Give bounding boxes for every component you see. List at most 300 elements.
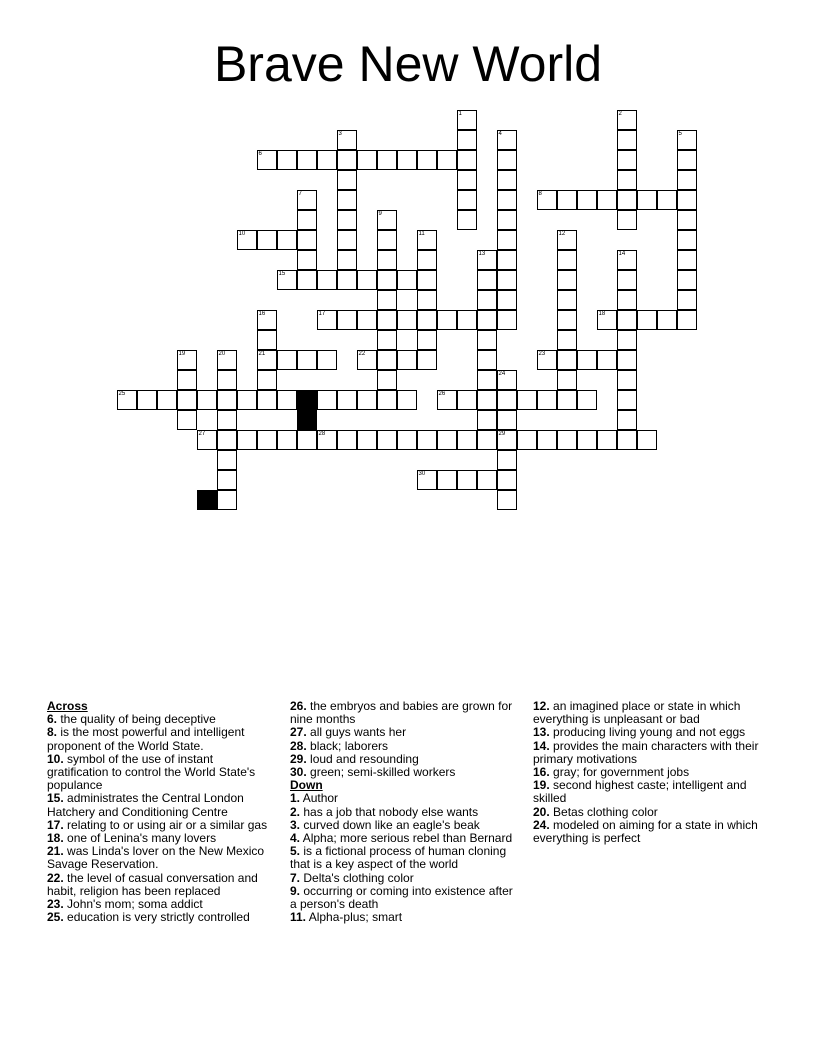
- grid-cell[interactable]: [197, 430, 217, 450]
- cell-number: 14: [618, 250, 626, 257]
- cell-number: 23: [538, 350, 546, 357]
- grid-cell[interactable]: [337, 170, 357, 190]
- clue-text: Author: [300, 791, 339, 806]
- cell-number: 3: [338, 130, 342, 137]
- across-clue: [47, 726, 272, 752]
- grid-cell[interactable]: [497, 270, 517, 290]
- cell-number: 28: [318, 430, 326, 437]
- grid-cell[interactable]: [317, 310, 337, 330]
- grid-cell[interactable]: [217, 390, 237, 410]
- grid-cell[interactable]: [377, 350, 397, 370]
- cell-number: 26: [438, 390, 446, 397]
- grid-cell[interactable]: [377, 230, 397, 250]
- grid-cell[interactable]: [377, 270, 397, 290]
- cell-number: 27: [198, 430, 206, 437]
- grid-cell[interactable]: [477, 350, 497, 370]
- grid-cell[interactable]: [617, 110, 637, 130]
- grid-cell[interactable]: [417, 430, 437, 450]
- clue-number: 21.: [47, 844, 64, 859]
- grid-cell[interactable]: [617, 330, 637, 350]
- grid-cell[interactable]: [677, 190, 697, 210]
- grid-cell[interactable]: [317, 150, 337, 170]
- clue-number: 5.: [290, 844, 301, 859]
- grid-cell[interactable]: [497, 170, 517, 190]
- across-clue: [47, 911, 272, 924]
- grid-cell[interactable]: [417, 350, 437, 370]
- cell-number: 16: [258, 310, 266, 317]
- grid-cell[interactable]: [497, 210, 517, 230]
- cell-number: 2: [618, 110, 622, 117]
- across-clue: [47, 872, 272, 898]
- grid-cell[interactable]: [437, 390, 457, 410]
- grid-cell[interactable]: [317, 430, 337, 450]
- grid-cell[interactable]: [337, 210, 357, 230]
- down-clue: [290, 885, 518, 911]
- grid-cell[interactable]: [377, 430, 397, 450]
- down-clue: [290, 845, 518, 871]
- grid-cell[interactable]: [477, 390, 497, 410]
- grid-cell[interactable]: [337, 230, 357, 250]
- grid-cell[interactable]: [437, 430, 457, 450]
- grid-cell[interactable]: [457, 430, 477, 450]
- clue-text: has a job that nobody else wants: [300, 804, 479, 819]
- grid-cell[interactable]: [437, 470, 457, 490]
- down-heading: Down: [290, 778, 323, 793]
- clue-number: 26.: [290, 699, 307, 713]
- grid-cell[interactable]: [397, 430, 417, 450]
- grid-cell[interactable]: [617, 150, 637, 170]
- cell-number: 10: [238, 230, 246, 237]
- grid-cell[interactable]: [177, 410, 197, 430]
- grid-cell[interactable]: [157, 390, 177, 410]
- cell-number: 9: [378, 210, 382, 217]
- grid-cell[interactable]: [417, 150, 437, 170]
- grid-cell[interactable]: [477, 370, 497, 390]
- grid-cell[interactable]: [357, 430, 377, 450]
- grid-cell[interactable]: [397, 310, 417, 330]
- grid-cell[interactable]: [417, 330, 437, 350]
- grid-cell[interactable]: [297, 430, 317, 450]
- grid-cell[interactable]: [257, 330, 277, 350]
- grid-cell[interactable]: [497, 230, 517, 250]
- clue-number: 29.: [290, 751, 307, 766]
- grid-cell[interactable]: [477, 330, 497, 350]
- clue-text: was Linda's lover on the New Mexico Savage Reservation.: [47, 844, 265, 872]
- clue-text: gray; for government jobs: [549, 765, 690, 780]
- grid-cell[interactable]: [257, 150, 277, 170]
- grid-cell[interactable]: [517, 390, 537, 410]
- clue-text: curved down like an eagle's beak: [300, 817, 480, 832]
- grid-cell[interactable]: [377, 370, 397, 390]
- grid-cell[interactable]: [357, 270, 377, 290]
- grid-cell[interactable]: [677, 230, 697, 250]
- clue-text: one of Lenina's many lovers: [63, 831, 217, 846]
- grid-cell[interactable]: [337, 430, 357, 450]
- across-clue: [290, 700, 518, 726]
- grid-cell[interactable]: [557, 290, 577, 310]
- grid-cell[interactable]: [617, 350, 637, 370]
- clue-text: Delta's clothing color: [300, 870, 414, 885]
- clue-text: producing living young and not eggs: [549, 725, 746, 740]
- grid-cell[interactable]: [557, 370, 577, 390]
- grid-cell[interactable]: [257, 230, 277, 250]
- across-clue: [47, 792, 272, 818]
- clue-number: 6.: [47, 712, 58, 727]
- grid-cell[interactable]: [497, 410, 517, 430]
- grid-cell[interactable]: [277, 150, 297, 170]
- grid-cell[interactable]: [677, 130, 697, 150]
- grid-cell[interactable]: [557, 230, 577, 250]
- clue-text: loud and resounding: [306, 751, 419, 766]
- grid-cell[interactable]: [677, 250, 697, 270]
- grid-cell[interactable]: [597, 310, 617, 330]
- clue-number: 18.: [47, 831, 64, 846]
- across-heading: Across: [47, 699, 88, 713]
- grid-cell[interactable]: [217, 450, 237, 470]
- grid-cell[interactable]: [577, 390, 597, 410]
- clue-number: 7.: [290, 870, 301, 885]
- cell-number: 17: [318, 310, 326, 317]
- grid-cell[interactable]: [457, 170, 477, 190]
- grid-cell[interactable]: [677, 170, 697, 190]
- cell-number: 18: [598, 310, 606, 317]
- clue-number: 13.: [533, 725, 550, 740]
- clue-text: the level of casual conversation and habit, religion has been replaced: [47, 870, 258, 898]
- grid-cell[interactable]: [577, 430, 597, 450]
- clue-text: symbol of the use of instant gratification to control the World State's populance: [47, 751, 256, 793]
- grid-cell[interactable]: [257, 430, 277, 450]
- grid-cell[interactable]: [457, 310, 477, 330]
- black-cell: [297, 410, 317, 430]
- grid-cell[interactable]: [417, 230, 437, 250]
- grid-cell[interactable]: [217, 350, 237, 370]
- grid-cell[interactable]: [477, 470, 497, 490]
- grid-cell[interactable]: [357, 150, 377, 170]
- grid-cell[interactable]: [357, 390, 377, 410]
- grid-cell[interactable]: [397, 390, 417, 410]
- cell-number: 6: [258, 150, 262, 157]
- clue-text: all guys wants her: [306, 725, 407, 740]
- clue-number: 17.: [47, 817, 64, 832]
- grid-cell[interactable]: [557, 250, 577, 270]
- grid-cell[interactable]: [337, 310, 357, 330]
- clue-text: Betas clothing color: [549, 804, 658, 819]
- grid-cell[interactable]: [437, 150, 457, 170]
- grid-cell[interactable]: [617, 170, 637, 190]
- grid-cell[interactable]: [457, 150, 477, 170]
- clue-number: 25.: [47, 910, 64, 925]
- grid-cell[interactable]: [497, 390, 517, 410]
- grid-cell[interactable]: [677, 210, 697, 230]
- clue-number: 23.: [47, 897, 64, 912]
- grid-cell[interactable]: [257, 370, 277, 390]
- grid-cell[interactable]: [357, 310, 377, 330]
- grid-cell[interactable]: [377, 210, 397, 230]
- grid-cell[interactable]: [457, 210, 477, 230]
- clue-column-1: [47, 700, 272, 924]
- grid-cell[interactable]: [677, 270, 697, 290]
- grid-cell[interactable]: [477, 250, 497, 270]
- grid-cell[interactable]: [317, 390, 337, 410]
- grid-cell[interactable]: [437, 310, 457, 330]
- clue-text: administrates the Central London Hatchery and Conditioning Centre: [47, 791, 244, 819]
- clue-column-2: [290, 700, 518, 924]
- grid-cell[interactable]: [137, 390, 157, 410]
- grid-cell[interactable]: [677, 310, 697, 330]
- grid-cell[interactable]: [517, 430, 537, 450]
- grid-cell[interactable]: [617, 250, 637, 270]
- grid-cell[interactable]: [297, 190, 317, 210]
- grid-cell[interactable]: [217, 410, 237, 430]
- grid-cell[interactable]: [557, 330, 577, 350]
- clue-text: provides the main characters with their primary motivations: [533, 738, 759, 766]
- clue-text: second highest caste; intelligent and skilled: [533, 778, 747, 806]
- grid-cell[interactable]: [297, 150, 317, 170]
- grid-cell[interactable]: [637, 310, 657, 330]
- grid-cell[interactable]: [457, 190, 477, 210]
- grid-cell[interactable]: [637, 430, 657, 450]
- grid-cell[interactable]: [497, 290, 517, 310]
- cell-number: 8: [538, 190, 542, 197]
- clue-number: 9.: [290, 883, 301, 898]
- grid-cell[interactable]: [257, 350, 277, 370]
- grid-cell[interactable]: [217, 470, 237, 490]
- clue-number: 10.: [47, 751, 64, 766]
- grid-cell[interactable]: [397, 270, 417, 290]
- grid-cell[interactable]: [537, 350, 557, 370]
- cell-number: 19: [178, 350, 186, 357]
- grid-cell[interactable]: [377, 150, 397, 170]
- grid-cell[interactable]: [537, 390, 557, 410]
- grid-cell[interactable]: [417, 250, 437, 270]
- cell-number: 11: [418, 230, 425, 237]
- clue-text: modeled on aiming for a state in which everything is perfect: [533, 817, 758, 846]
- grid-cell[interactable]: [277, 270, 297, 290]
- grid-cell[interactable]: [497, 190, 517, 210]
- clue-number: 24.: [533, 817, 550, 832]
- grid-cell[interactable]: [497, 150, 517, 170]
- grid-cell[interactable]: [477, 310, 497, 330]
- grid-cell[interactable]: [337, 250, 357, 270]
- cell-number: 24: [498, 370, 506, 377]
- grid-cell[interactable]: [417, 270, 437, 290]
- grid-cell[interactable]: [217, 370, 237, 390]
- grid-cell[interactable]: [477, 290, 497, 310]
- grid-cell[interactable]: [217, 490, 237, 510]
- clue-number: 11.: [290, 910, 307, 925]
- grid-cell[interactable]: [337, 270, 357, 290]
- grid-cell[interactable]: [277, 350, 297, 370]
- clue-number: 27.: [290, 725, 307, 740]
- grid-cell[interactable]: [337, 390, 357, 410]
- clue-text: the embryos and babies are grown for nine months: [290, 699, 513, 727]
- grid-cell[interactable]: [497, 430, 517, 450]
- across-clue: [290, 766, 518, 779]
- black-cell: [297, 390, 317, 410]
- grid-cell[interactable]: [397, 350, 417, 370]
- clue-number: 30.: [290, 765, 307, 780]
- clue-number: 12.: [533, 699, 550, 713]
- across-clue: [47, 753, 272, 793]
- clue-number: 1.: [290, 791, 301, 806]
- grid-cell[interactable]: [197, 390, 217, 410]
- clue-number: 20.: [533, 804, 550, 819]
- grid-cell[interactable]: [497, 250, 517, 270]
- down-clue: [533, 779, 761, 805]
- clue-text: Alpha; more serious rebel than Bernard: [300, 831, 513, 846]
- grid-cell[interactable]: [337, 190, 357, 210]
- grid-cell[interactable]: [237, 430, 257, 450]
- grid-cell[interactable]: [497, 450, 517, 470]
- grid-cell[interactable]: [557, 350, 577, 370]
- grid-cell[interactable]: [297, 230, 317, 250]
- clue-text: black; laborers: [306, 738, 389, 753]
- grid-cell[interactable]: [617, 390, 637, 410]
- grid-cell[interactable]: [497, 370, 517, 390]
- grid-cell[interactable]: [117, 390, 137, 410]
- grid-cell[interactable]: [677, 150, 697, 170]
- grid-cell[interactable]: [597, 430, 617, 450]
- grid-cell[interactable]: [297, 250, 317, 270]
- grid-cell[interactable]: [577, 350, 597, 370]
- cell-number: 15: [278, 270, 286, 277]
- grid-cell[interactable]: [557, 190, 577, 210]
- grid-cell[interactable]: [277, 390, 297, 410]
- clue-text: is a fictional process of human cloning that is a key aspect of the world: [290, 844, 507, 872]
- down-clue: [290, 911, 518, 924]
- grid-cell[interactable]: [297, 270, 317, 290]
- grid-cell[interactable]: [577, 190, 597, 210]
- grid-cell[interactable]: [497, 310, 517, 330]
- grid-cell[interactable]: [317, 270, 337, 290]
- grid-cell[interactable]: [257, 310, 277, 330]
- grid-cell[interactable]: [177, 390, 197, 410]
- grid-cell[interactable]: [617, 130, 637, 150]
- down-clue: [533, 700, 761, 726]
- clue-text: education is very strictly controlled: [63, 910, 250, 925]
- grid-cell[interactable]: [177, 350, 197, 370]
- clue-number: 4.: [290, 831, 301, 846]
- grid-cell[interactable]: [237, 390, 257, 410]
- grid-cell[interactable]: [617, 430, 637, 450]
- cell-number: 30: [418, 470, 426, 477]
- grid-cell[interactable]: [317, 350, 337, 370]
- grid-cell[interactable]: [257, 390, 277, 410]
- cell-number: 29: [498, 430, 506, 437]
- grid-cell[interactable]: [337, 150, 357, 170]
- clue-text: green; semi-skilled workers: [306, 765, 456, 780]
- clue-text: the quality of being deceptive: [57, 712, 216, 727]
- grid-cell[interactable]: [617, 310, 637, 330]
- grid-cell[interactable]: [177, 370, 197, 390]
- clue-number: 19.: [533, 778, 550, 793]
- puzzle-title: Brave New World: [213, 36, 603, 92]
- grid-cell[interactable]: [357, 350, 377, 370]
- grid-cell[interactable]: [617, 290, 637, 310]
- grid-cell[interactable]: [377, 310, 397, 330]
- grid-cell[interactable]: [617, 190, 637, 210]
- grid-cell[interactable]: [617, 270, 637, 290]
- across-clue: [47, 845, 272, 871]
- grid-cell[interactable]: [277, 430, 297, 450]
- grid-cell[interactable]: [677, 290, 697, 310]
- clue-number: 2.: [290, 804, 301, 819]
- clue-number: 3.: [290, 817, 301, 832]
- grid-cell[interactable]: [417, 310, 437, 330]
- clue-text: is the most powerful and intelligent proponent of the World State.: [47, 725, 245, 753]
- grid-cell[interactable]: [497, 470, 517, 490]
- cell-number: 12: [558, 230, 566, 237]
- grid-cell[interactable]: [597, 350, 617, 370]
- grid-cell[interactable]: [497, 130, 517, 150]
- clue-number: 15.: [47, 791, 64, 806]
- clue-text: Alpha-plus; smart: [306, 910, 403, 925]
- grid-cell[interactable]: [617, 370, 637, 390]
- grid-cell[interactable]: [457, 470, 477, 490]
- grid-cell[interactable]: [617, 210, 637, 230]
- grid-cell[interactable]: [477, 410, 497, 430]
- black-cell: [197, 490, 217, 510]
- grid-cell[interactable]: [237, 230, 257, 250]
- grid-cell[interactable]: [417, 470, 437, 490]
- cell-number: 5: [678, 130, 682, 137]
- grid-cell[interactable]: [557, 390, 577, 410]
- grid-cell[interactable]: [297, 350, 317, 370]
- grid-cell[interactable]: [377, 330, 397, 350]
- grid-cell[interactable]: [457, 110, 477, 130]
- grid-cell[interactable]: [617, 410, 637, 430]
- grid-cell[interactable]: [377, 390, 397, 410]
- clue-number: 16.: [533, 765, 550, 780]
- cell-number: 22: [358, 350, 366, 357]
- grid-cell[interactable]: [417, 290, 437, 310]
- grid-cell[interactable]: [297, 210, 317, 230]
- cell-number: 25: [118, 390, 126, 397]
- clue-number: 28.: [290, 738, 307, 753]
- down-clue: [533, 819, 761, 845]
- grid-cell[interactable]: [457, 130, 477, 150]
- grid-cell[interactable]: [377, 250, 397, 270]
- grid-cell[interactable]: [377, 290, 397, 310]
- grid-cell[interactable]: [537, 190, 557, 210]
- grid-cell[interactable]: [277, 230, 297, 250]
- grid-cell[interactable]: [637, 190, 657, 210]
- clue-number: 8.: [47, 725, 58, 740]
- clue-text: relating to or using air or a similar gas: [63, 817, 268, 832]
- grid-cell[interactable]: [497, 490, 517, 510]
- grid-cell[interactable]: [337, 130, 357, 150]
- grid-cell[interactable]: [557, 310, 577, 330]
- grid-cell[interactable]: [557, 430, 577, 450]
- grid-cell[interactable]: [457, 390, 477, 410]
- clue-text: occurring or coming into existence after a person's death: [290, 883, 513, 912]
- cell-number: 20: [218, 350, 226, 357]
- grid-cell[interactable]: [657, 190, 677, 210]
- grid-cell[interactable]: [217, 430, 237, 450]
- grid-cell[interactable]: [477, 270, 497, 290]
- cell-number: 21: [258, 350, 266, 357]
- grid-cell[interactable]: [597, 190, 617, 210]
- grid-cell[interactable]: [657, 310, 677, 330]
- grid-cell[interactable]: [477, 430, 497, 450]
- cell-number: 7: [298, 190, 302, 197]
- clue-text: John's mom; soma addict: [63, 897, 203, 912]
- grid-cell[interactable]: [537, 430, 557, 450]
- clue-column-3: [533, 700, 761, 845]
- grid-cell[interactable]: [397, 150, 417, 170]
- clue-number: 22.: [47, 870, 64, 885]
- grid-cell[interactable]: [557, 270, 577, 290]
